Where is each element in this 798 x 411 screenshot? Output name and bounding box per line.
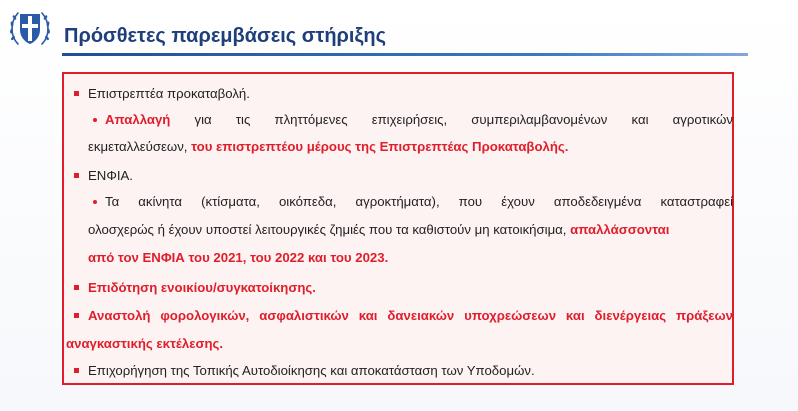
list-item-enfia: ΕΝΦΙΑ. — [88, 168, 133, 183]
bullet-square-icon — [74, 313, 79, 318]
sub-item-exemption-line1 — [105, 112, 733, 127]
page-title: Πρόσθετες παρεμβάσεις στήριξης — [64, 25, 387, 47]
properties-line2-text: ολοσχερώς ή έχουν υποστεί λειτουργικές ζημιές που τα καθιστούν μη κατοικήσιμα, — [88, 222, 571, 237]
bullet-dot-icon — [93, 200, 97, 204]
list-item-local-government-grant: Επιχορήγηση της Τοπικής Αυτοδιοίκησης και αποκατάσταση των Υποδομών. — [88, 363, 535, 378]
list-item-suspension-line1: Αναστολή φορολογικών, ασφαλιστικών και δανειακών υποχρεώσεων και διενέργειας πράξεων — [88, 308, 733, 323]
greek-coat-of-arms-icon — [6, 4, 54, 52]
list-item-advance-payment: Επιστρεπτέα προκαταβολή. — [88, 86, 250, 101]
exemption-line1-text: για τις πληττόμενες επιχειρήσεις, συμπεριλαμβανομένων και αγροτικών — [170, 112, 733, 127]
sub-item-exemption-line2 — [88, 139, 568, 154]
sub-item-properties-line3: από τον ΕΝΦΙΑ του 2021, του 2022 και του 2023. — [88, 250, 389, 265]
sub-item-properties-line1: Τα ακίνητα (κτίσματα, οικόπεδα, αγροκτήματα), που έχουν αποδεδειγμένα καταστραφεί — [105, 194, 733, 209]
exemption-highlight: Απαλλαγή — [105, 112, 171, 127]
exemption-line2-text: εκμεταλλεύσεων, — [88, 139, 192, 154]
exemption-line2-highlight: του επιστρεπτέου μέρους της Επιστρεπτέας Προκαταβολής. — [191, 139, 569, 154]
list-item-suspension-line2: αναγκαστικής εκτέλεσης. — [66, 336, 224, 351]
bullet-dot-icon — [93, 118, 97, 122]
bullet-square-icon — [74, 91, 79, 96]
list-item-rent-subsidy: Επιδότηση ενοικίου/συγκατοίκησης. — [88, 280, 316, 295]
bullet-square-icon — [74, 285, 79, 290]
bullet-square-icon — [74, 173, 79, 178]
properties-line2-highlight: απαλλάσσονται — [570, 222, 670, 237]
title-divider — [62, 53, 748, 56]
sub-item-properties-line2 — [88, 222, 669, 237]
bullet-square-icon — [74, 368, 79, 373]
